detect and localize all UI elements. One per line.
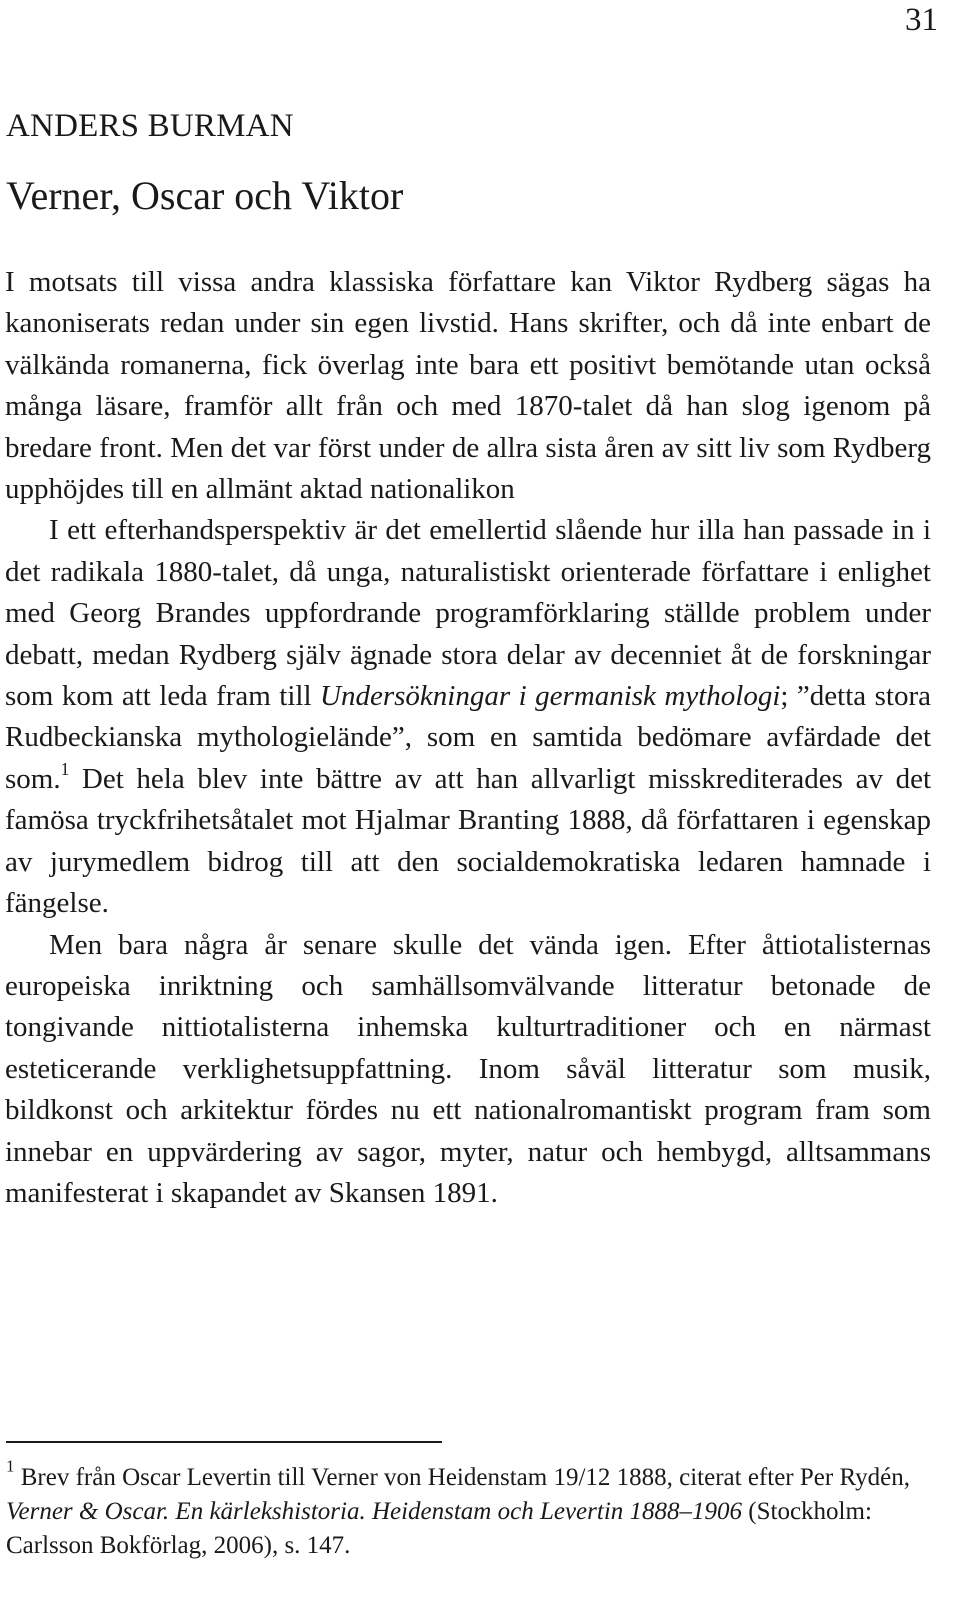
footnote-italic-title: Verner & Oscar. En kärlekshistoria. Heidenstam och Levertin 1888–1906 [6, 1498, 743, 1525]
footnote-divider [6, 1441, 442, 1443]
book-title-italic: Undersökningar i germanisk mythologi [320, 680, 781, 713]
page-number: 31 [905, 2, 938, 38]
paragraph-2-text-b: ; ”detta stora Rudbeckianska mythologielände”, som en samtida bedömare avfärdade det som. [5, 680, 931, 795]
footnote-text-b: (Stockholm: Carlsson Bokförlag, 2006), s. 147. [6, 1498, 872, 1559]
paragraph-1: I motsats till vissa andra klassiska författare kan Viktor Rydberg sägas ha kanoniserats redan under sin egen livstid. Hans skrifter, och då inte enbart de välkända romanerna, fick överlag inte bara ett positivt bemötande utan också många läsare, framför allt från och med 1870-talet då han slog igenom på bredare front. Men det var först under de allra sista åren av sitt liv som Rydberg upphöjdes till en allmänt aktad nationalikon [5, 266, 931, 506]
body-text [5, 262, 931, 1214]
paragraph-3: Men bara några år senare skulle det vända igen. Efter åttiotalisternas europeiska inriktning och samhällsomvälvande litteratur betonade de tongivande nittiotalisterna inhemska kulturtraditioner och en närmast esteticerande verklighetsuppfattning. Inom såväl litteratur som musik, bildkonst och arkitektur fördes nu ett nationalromantiskt program fram som innebar en uppvärdering av sagor, myter, natur och hembygd, alltsammans manifesterat i skapandet av Skansen 1891. [5, 928, 931, 1209]
footnote-number: 1 [6, 1456, 15, 1476]
chapter-title: Verner, Oscar och Viktor [6, 173, 404, 218]
footnote-reference[interactable]: 1 [60, 758, 70, 779]
footnote-1 [6, 1456, 926, 1563]
paragraph-2-text-c: Det hela blev inte bättre av att han allvarligt misskrediterades av det famösa tryckfrihetsåtalet mot Hjalmar Branting 1888, då författaren i egenskap av jurymedlem bidrog till att den socialdemokratiska ledaren hamnade i fängelse. [5, 762, 931, 920]
footnote-text-a: Brev från Oscar Levertin till Verner von Heidenstam 19/12 1888, citerat efter Per Rydén, [14, 1464, 910, 1491]
paragraph-2-text-a: I ett efterhandsperspektiv är det emellertid slående hur illa han passade in i det radikala 1880-talet, då unga, naturalistiskt orienterade författare i enlighet med Georg Brandes uppfordrande programförklaring ställde problem under debatt, medan Rydberg själv ägnade stora delar av decenniet åt de forskningar som kom att leda fram till [5, 514, 931, 713]
footnote [6, 1456, 926, 1563]
author-name: ANDERS BURMAN [6, 108, 294, 144]
paragraph-2 [5, 510, 931, 924]
